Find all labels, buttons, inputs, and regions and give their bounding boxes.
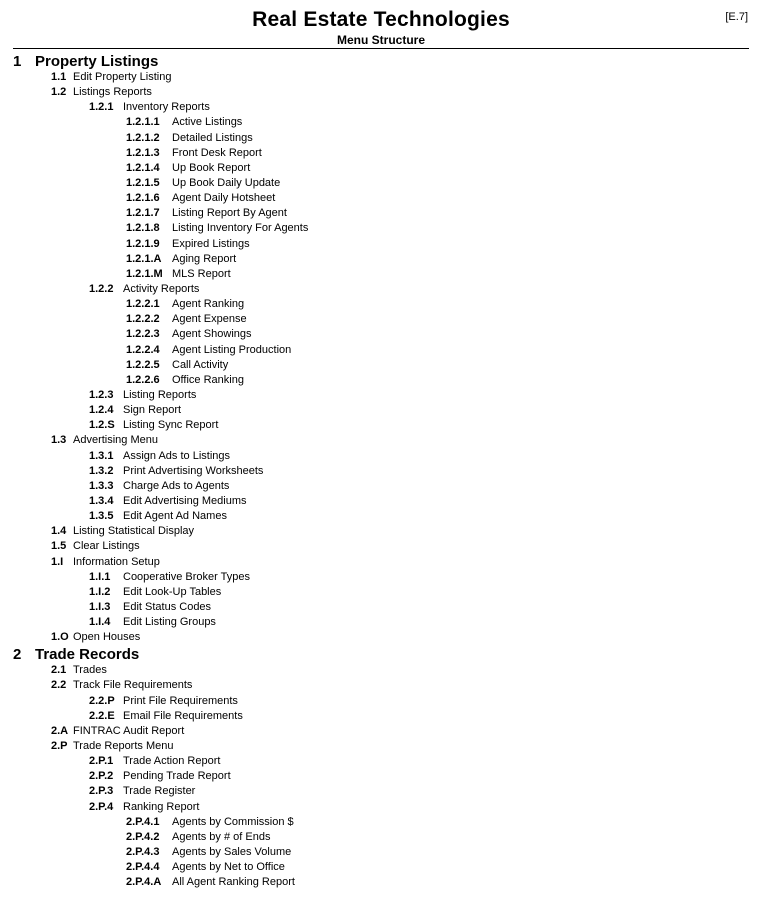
section-heading: [0, 52, 762, 70]
menu-structure-list: [0, 52, 762, 890]
menu-item: [0, 694, 762, 709]
menu-item-number: 1.2.1.8: [126, 222, 160, 235]
menu-item-number: 1.2.1.9: [126, 237, 160, 250]
menu-item-number: 1.I.1: [89, 570, 111, 583]
menu-item-label: Track File Requirements: [73, 679, 193, 692]
menu-item-label: Activity Reports: [123, 282, 200, 295]
menu-item-label: FINTRAC Audit Report: [73, 724, 185, 737]
menu-item-label: Agents by Net to Office: [172, 861, 285, 874]
menu-item-label: Edit Advertising Mediums: [123, 494, 247, 507]
menu-item-number: 2.P.4.1: [126, 815, 160, 828]
menu-item: [0, 585, 762, 600]
menu-item-label: Charge Ads to Agents: [123, 479, 230, 492]
menu-item-label: Detailed Listings: [172, 131, 253, 144]
menu-item-label: Listing Sync Report: [123, 419, 219, 432]
menu-item: [0, 464, 762, 479]
menu-item-label: Sign Report: [123, 404, 182, 417]
document-title: Real Estate Technologies: [252, 8, 510, 31]
menu-item-label: Edit Status Codes: [123, 600, 212, 613]
section-heading: [0, 645, 762, 663]
menu-item: [0, 539, 762, 554]
menu-item: [0, 115, 762, 130]
menu-item: [0, 663, 762, 678]
menu-item-number: 2.1: [51, 664, 67, 677]
menu-item-label: Print Advertising Worksheets: [123, 464, 264, 477]
menu-item: [0, 800, 762, 815]
menu-item-label: Edit Agent Ad Names: [123, 510, 227, 523]
menu-item-number: 1: [13, 53, 22, 70]
menu-item-label: Up Book Daily Update: [172, 176, 281, 189]
menu-item: [0, 297, 762, 312]
menu-item-label: Aging Report: [172, 252, 237, 265]
menu-item-label: Listing Statistical Display: [73, 525, 195, 538]
menu-item: [0, 615, 762, 630]
menu-item-label: Ranking Report: [123, 800, 200, 813]
menu-item-number: 2: [13, 646, 22, 664]
menu-item-number: 2.P: [51, 740, 68, 753]
menu-item-number: 1.I.2: [89, 585, 111, 598]
menu-item: [0, 433, 762, 448]
menu-item-number: 1.I: [51, 555, 64, 568]
menu-item-label: MLS Report: [172, 267, 231, 280]
menu-item-label: Trade Register: [123, 785, 196, 798]
menu-item-number: 2.2.P: [89, 694, 115, 707]
header-divider: [13, 48, 749, 49]
menu-item: [0, 403, 762, 418]
menu-item-number: 1.2.2.3: [126, 328, 160, 341]
menu-item-number: 2.P.2: [89, 770, 114, 783]
menu-item-label: Edit Listing Groups: [123, 616, 216, 629]
menu-item-label: Agents by Commission $: [172, 815, 294, 828]
menu-item: [0, 237, 762, 252]
menu-item-label: Print File Requirements: [123, 694, 238, 707]
menu-item-label: Agents by Sales Volume: [172, 846, 292, 859]
document-subtitle: Menu Structure: [336, 33, 425, 47]
menu-item-label: Expired Listings: [172, 237, 250, 250]
menu-item: [0, 724, 762, 739]
menu-item: [0, 555, 762, 570]
menu-item-number: 1.2.1.1: [126, 116, 160, 129]
menu-item: [0, 70, 762, 85]
menu-item-number: 2.P.4.3: [126, 846, 160, 859]
menu-item: [0, 830, 762, 845]
menu-item-label: Up Book Report: [172, 161, 251, 174]
menu-item-label: Agents by # of Ends: [172, 830, 271, 843]
menu-item: [0, 221, 762, 236]
menu-item: [0, 131, 762, 146]
menu-item: [0, 252, 762, 267]
menu-item: [0, 860, 762, 875]
menu-item: [0, 327, 762, 342]
menu-item: [0, 630, 762, 645]
menu-item: [0, 146, 762, 161]
menu-item-number: 2.P.3: [89, 785, 114, 798]
menu-item: [0, 161, 762, 176]
menu-item-label: Cooperative Broker Types: [123, 570, 250, 583]
menu-item-label: Information Setup: [73, 555, 160, 568]
menu-item-number: 1.2.2.4: [126, 343, 160, 356]
menu-item-number: 1.3.5: [89, 510, 114, 523]
menu-item-label: Active Listings: [172, 116, 243, 129]
menu-item: [0, 784, 762, 799]
menu-item: [0, 479, 762, 494]
menu-item: [0, 524, 762, 539]
menu-item-number: 1.2.2.5: [126, 358, 160, 371]
menu-item-number: 2.A: [51, 724, 69, 737]
menu-item: [0, 282, 762, 297]
menu-item-number: 1.3.2: [89, 464, 114, 477]
menu-item: [0, 509, 762, 524]
menu-item-number: 1.2.1.5: [126, 176, 160, 189]
menu-item-number: 1.5: [51, 540, 67, 553]
menu-item-number: 1.2.1.4: [126, 161, 160, 174]
menu-item-label: Email File Requirements: [123, 709, 243, 722]
menu-item-label: Property Listings: [35, 53, 159, 70]
menu-item-number: 2.P.4.4: [126, 861, 160, 874]
menu-item: [0, 191, 762, 206]
menu-item-number: 1.3.1: [89, 449, 114, 462]
menu-item-number: 1.2.1.7: [126, 207, 160, 220]
menu-item: [0, 600, 762, 615]
menu-item-label: Clear Listings: [73, 540, 140, 553]
menu-item-label: Assign Ads to Listings: [123, 449, 231, 462]
menu-item: [0, 769, 762, 784]
menu-item-number: 1.2.2.2: [126, 313, 160, 326]
menu-item: [0, 373, 762, 388]
menu-item-label: Listing Report By Agent: [172, 207, 287, 220]
menu-item-number: 1.3: [51, 434, 67, 447]
menu-item-label: Listing Reports: [123, 388, 197, 401]
menu-item-number: 1.1: [51, 71, 67, 83]
menu-item-number: 1.I.4: [89, 616, 111, 629]
menu-item-number: 1.2.S: [89, 419, 115, 432]
menu-item: [0, 494, 762, 509]
menu-item-label: Open Houses: [73, 631, 141, 644]
document-code: [E.7]: [725, 11, 748, 23]
menu-item: [0, 358, 762, 373]
menu-item: [0, 418, 762, 433]
menu-item: [0, 85, 762, 100]
menu-item-label: Edit Property Listing: [73, 71, 172, 83]
menu-item-label: Listing Inventory For Agents: [172, 222, 309, 235]
menu-item-label: Trade Reports Menu: [73, 740, 174, 753]
menu-item-label: Agent Ranking: [172, 298, 245, 311]
menu-item: [0, 388, 762, 403]
menu-item: [0, 343, 762, 358]
menu-item-number: 2.P.4: [89, 800, 114, 813]
menu-item-number: 1.2.1.3: [126, 146, 160, 159]
menu-item-number: 1.2.3: [89, 388, 114, 401]
menu-item: [0, 754, 762, 769]
menu-item-label: Call Activity: [172, 358, 229, 371]
menu-item: [0, 678, 762, 693]
menu-item-label: Pending Trade Report: [123, 770, 231, 783]
menu-item: [0, 709, 762, 724]
menu-item-label: Office Ranking: [172, 373, 244, 386]
menu-item-label: All Agent Ranking Report: [172, 876, 295, 889]
menu-item-label: Trade Action Report: [123, 755, 221, 768]
menu-item-number: 2.2.E: [89, 709, 115, 722]
menu-item-label: Listings Reports: [73, 86, 152, 99]
menu-item-number: 1.2: [51, 86, 67, 99]
menu-item: [0, 449, 762, 464]
menu-item-number: 1.2.1: [89, 101, 114, 114]
menu-item-number: 2.P.1: [89, 755, 114, 768]
menu-item-number: 2.2: [51, 679, 67, 692]
menu-item-number: 1.2.4: [89, 404, 114, 417]
menu-item-number: 1.2.2: [89, 282, 114, 295]
menu-item: [0, 875, 762, 890]
menu-item: [0, 312, 762, 327]
menu-item-label: Edit Look-Up Tables: [123, 585, 222, 598]
menu-item: [0, 570, 762, 585]
menu-item-number: 1.2.2.6: [126, 373, 160, 386]
menu-item-number: 1.2.2.1: [126, 298, 160, 311]
menu-item-number: 1.3.4: [89, 494, 114, 507]
menu-item-number: 1.2.1.6: [126, 192, 160, 205]
menu-item-label: Advertising Menu: [73, 434, 158, 447]
menu-item: [0, 267, 762, 282]
menu-item: [0, 206, 762, 221]
menu-item-label: Front Desk Report: [172, 146, 262, 159]
menu-item-number: 1.3.3: [89, 479, 114, 492]
menu-item-label: Agent Listing Production: [172, 343, 292, 356]
menu-item-number: 1.2.1.A: [126, 252, 162, 265]
menu-item-label: Agent Expense: [172, 313, 247, 326]
menu-item: [0, 815, 762, 830]
menu-item-number: 1.2.1.2: [126, 131, 160, 144]
menu-item: [0, 100, 762, 115]
menu-item-number: 1.4: [51, 525, 67, 538]
menu-item-number: 2.P.4.A: [126, 876, 162, 889]
menu-item-label: Agent Daily Hotsheet: [172, 192, 276, 205]
menu-item-label: Trade Records: [35, 646, 140, 664]
menu-item-number: 1.2.1.M: [126, 267, 163, 280]
menu-item-label: Trades: [73, 664, 107, 677]
menu-item-label: Agent Showings: [172, 328, 252, 341]
menu-item-number: 2.P.4.2: [126, 830, 160, 843]
menu-item: [0, 845, 762, 860]
menu-item-number: 1.O: [51, 631, 69, 644]
menu-item-number: 1.I.3: [89, 600, 111, 613]
menu-item: [0, 176, 762, 191]
menu-item-label: Inventory Reports: [123, 101, 210, 114]
menu-item: [0, 739, 762, 754]
